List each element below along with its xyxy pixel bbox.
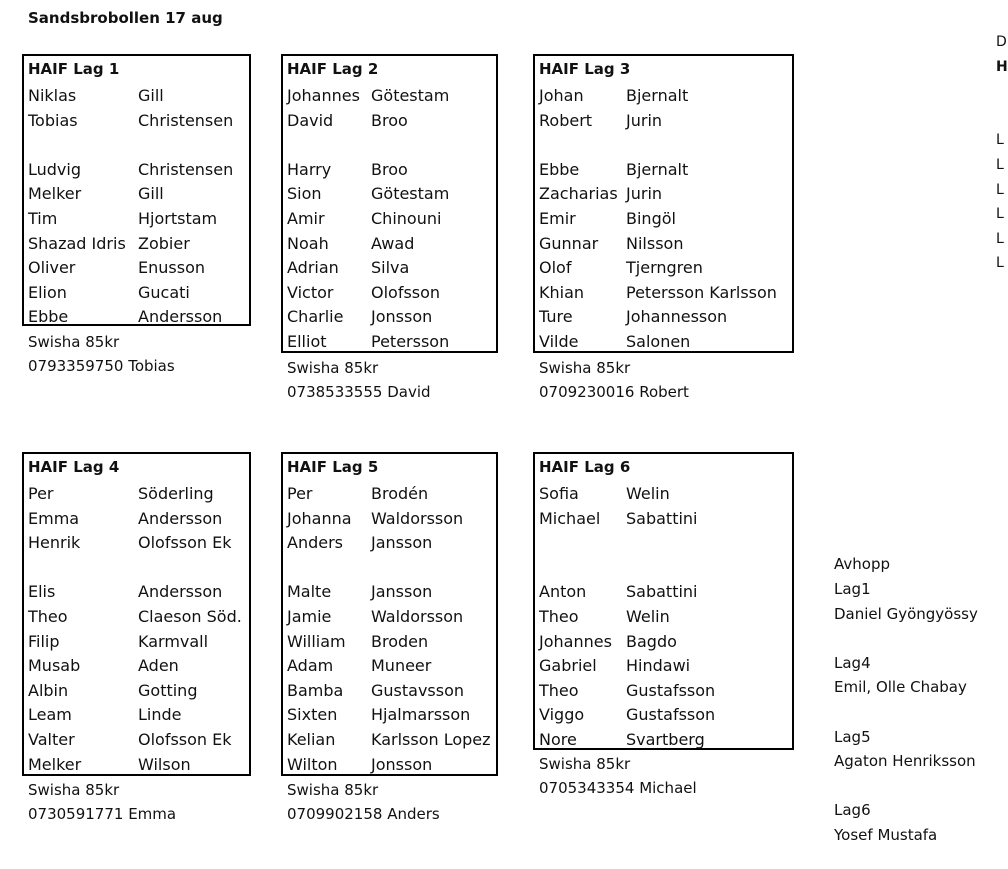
player-row	[539, 135, 792, 159]
swish-amount: Swisha 85kr	[539, 755, 631, 773]
player-first-name: Melker	[28, 184, 82, 204]
player-first-name: Per	[287, 484, 313, 503]
swish-contact: 0709230016 Robert	[539, 383, 689, 401]
player-last-name: Andersson	[138, 582, 223, 602]
player-row	[28, 184, 249, 208]
player-last-name: Olofsson Ek	[138, 533, 232, 553]
edge-letter: L	[996, 132, 1004, 149]
player-row	[28, 681, 249, 705]
player-row	[287, 332, 496, 356]
dropout-line: Lag4	[834, 653, 871, 672]
player-row	[287, 558, 496, 582]
player-row	[287, 730, 496, 754]
player-last-name: Tjerngren	[626, 258, 703, 278]
player-last-name: Götestam	[371, 184, 450, 204]
player-first-name: Wilton	[287, 754, 338, 774]
player-first-name: Sofia	[539, 484, 579, 503]
player-row	[28, 533, 249, 557]
player-first-name: Ebbe	[28, 307, 69, 327]
player-first-name: Robert	[539, 110, 593, 130]
player-first-name: Ebbe	[539, 159, 580, 179]
player-row	[28, 307, 249, 331]
player-row	[287, 632, 496, 656]
player-last-name: Broo	[371, 110, 408, 130]
player-row	[28, 283, 249, 307]
player-row	[28, 135, 249, 159]
edge-letter: L	[996, 157, 1004, 173]
team-box-lag-1	[22, 54, 251, 326]
player-first-name: Johan	[539, 86, 584, 105]
team-name: HAIF Lag 1	[28, 60, 120, 78]
player-row	[287, 484, 496, 508]
player-row	[539, 632, 792, 656]
player-last-name: Olofsson	[371, 282, 441, 302]
player-row	[539, 558, 792, 582]
player-row	[539, 86, 792, 110]
player-row	[28, 730, 249, 754]
player-first-name: Filip	[28, 631, 60, 651]
player-row	[539, 656, 792, 680]
player-row	[287, 209, 496, 233]
player-row	[28, 705, 249, 729]
player-last-name: Welin	[626, 484, 670, 503]
player-last-name: Gill	[138, 184, 164, 204]
dropout-line: Agaton Henriksson	[834, 752, 976, 771]
player-first-name: Shazad Idris	[28, 233, 126, 253]
player-last-name: Waldorsson	[371, 508, 464, 528]
player-row	[287, 509, 496, 533]
team-name: HAIF Lag 2	[287, 60, 379, 78]
player-first-name: Viggo	[539, 705, 585, 725]
player-first-name: Valter	[28, 730, 75, 749]
player-row	[539, 509, 792, 533]
player-row	[287, 234, 496, 258]
player-first-name: Theo	[28, 607, 68, 626]
player-last-name: Welin	[626, 607, 670, 626]
player-last-name: Jurin	[626, 110, 663, 130]
team-name: HAIF Lag 6	[539, 458, 631, 476]
player-first-name: Oliver	[28, 258, 76, 278]
player-last-name: Jurin	[626, 184, 663, 204]
player-first-name: Harry	[287, 159, 332, 179]
player-row	[539, 258, 792, 282]
player-first-name: Tobias	[28, 110, 78, 130]
player-first-name: Anton	[539, 582, 587, 602]
player-row	[28, 484, 249, 508]
player-first-name: Adam	[287, 656, 334, 676]
player-row	[28, 86, 249, 110]
player-row	[287, 582, 496, 606]
player-last-name: Claeson Söd.	[138, 607, 242, 626]
team-box-lag-4	[22, 452, 251, 776]
player-last-name: Olofsson Ek	[138, 730, 232, 749]
player-row	[287, 184, 496, 208]
player-row	[28, 632, 249, 656]
player-first-name: Theo	[539, 680, 579, 700]
dropout-line: Lag1	[834, 580, 871, 598]
player-last-name: Bjernalt	[626, 86, 689, 105]
player-row	[287, 307, 496, 331]
player-row	[28, 160, 249, 184]
player-first-name: Elliot	[287, 332, 327, 351]
player-first-name: Leam	[28, 705, 72, 725]
player-first-name: Ture	[539, 307, 573, 327]
player-last-name: Christensen	[138, 110, 234, 130]
player-row	[539, 307, 792, 331]
player-first-name: Niklas	[28, 86, 77, 105]
edge-letter: D	[996, 34, 1007, 50]
edge-letter: L	[996, 230, 1004, 247]
player-last-name: Jonsson	[371, 307, 433, 327]
player-last-name: Gill	[138, 86, 164, 105]
player-last-name: Karmvall	[138, 631, 209, 651]
player-last-name: Christensen	[138, 159, 234, 179]
player-last-name: Muneer	[371, 656, 432, 676]
player-last-name: Waldorsson	[371, 607, 464, 626]
dropout-line: Emil, Olle Chabay	[834, 678, 967, 697]
player-last-name: Broo	[371, 159, 408, 179]
player-first-name: Charlie	[287, 307, 344, 327]
dropouts-heading: Avhopp	[834, 555, 890, 573]
player-row	[539, 209, 792, 233]
team-box-lag-6	[533, 452, 794, 750]
dropout-line: Lag6	[834, 801, 871, 820]
player-last-name: Gustafsson	[626, 680, 716, 700]
swish-amount: Swisha 85kr	[28, 333, 120, 351]
player-last-name: Johannesson	[626, 307, 728, 327]
team-box-lag-3	[533, 54, 794, 353]
player-first-name: Amir	[287, 209, 325, 228]
player-row	[28, 656, 249, 680]
player-row	[28, 111, 249, 135]
swish-amount: Swisha 85kr	[287, 359, 379, 377]
player-row	[287, 607, 496, 631]
player-row	[287, 533, 496, 557]
player-row	[28, 607, 249, 631]
player-first-name: Albin	[28, 680, 69, 700]
player-first-name: Zacharias	[539, 184, 618, 204]
player-last-name: Gotting	[138, 680, 198, 700]
player-last-name: Jansson	[371, 582, 433, 602]
player-row	[287, 111, 496, 135]
player-row	[287, 258, 496, 282]
player-last-name: Svartberg	[626, 730, 705, 749]
player-row	[539, 582, 792, 606]
player-first-name: Henrik	[28, 533, 81, 553]
player-row	[287, 755, 496, 779]
player-row	[539, 160, 792, 184]
player-last-name: Petersson Karlsson	[626, 282, 777, 302]
player-last-name: Hjalmarsson	[371, 705, 471, 725]
player-row	[28, 209, 249, 233]
swish-contact: 0730591771 Emma	[28, 805, 177, 823]
player-first-name: Michael	[539, 508, 601, 528]
player-first-name: Theo	[539, 607, 579, 626]
player-row	[287, 135, 496, 159]
player-last-name: Sabattini	[626, 508, 698, 528]
edge-letter: L	[996, 181, 1004, 198]
player-first-name: Bamba	[287, 680, 344, 700]
player-first-name: William	[287, 631, 346, 651]
player-last-name: Petersson	[371, 332, 450, 351]
player-first-name: Adrian	[287, 258, 339, 278]
player-last-name: Jansson	[371, 533, 433, 553]
player-row	[287, 681, 496, 705]
team-box-lag-5	[281, 452, 498, 776]
player-first-name: Emma	[28, 508, 80, 528]
player-last-name: Karlsson Lopez	[371, 730, 491, 749]
player-last-name: Jonsson	[371, 754, 433, 774]
team-name: HAIF Lag 3	[539, 60, 631, 78]
player-row	[28, 582, 249, 606]
player-last-name: Sabattini	[626, 582, 698, 602]
player-last-name: Zobier	[138, 233, 190, 253]
edge-letter: L	[996, 206, 1004, 223]
player-first-name: Gabriel	[539, 656, 597, 676]
player-row	[28, 558, 249, 582]
player-last-name: Aden	[138, 656, 179, 676]
player-row	[539, 111, 792, 135]
player-first-name: Vilde	[539, 332, 579, 351]
player-row	[287, 705, 496, 729]
edge-letter: L	[996, 255, 1004, 272]
player-last-name: Enusson	[138, 258, 205, 278]
player-last-name: Bjernalt	[626, 159, 689, 179]
player-last-name: Linde	[138, 705, 182, 725]
player-first-name: Noah	[287, 233, 329, 253]
player-first-name: Sion	[287, 184, 322, 204]
player-last-name: Söderling	[138, 484, 214, 503]
swish-amount: Swisha 85kr	[539, 359, 631, 377]
player-first-name: Tim	[28, 209, 58, 228]
swish-contact: 0738533555 David	[287, 383, 431, 401]
player-first-name: Anders	[287, 533, 343, 553]
player-last-name: Silva	[371, 258, 410, 278]
player-row	[287, 656, 496, 680]
player-row	[28, 234, 249, 258]
swish-contact: 0793359750 Tobias	[28, 357, 175, 375]
player-last-name: Bagdo	[626, 631, 677, 651]
player-row	[287, 160, 496, 184]
swish-amount: Swisha 85kr	[28, 781, 120, 799]
player-row	[539, 484, 792, 508]
team-name: HAIF Lag 4	[28, 458, 120, 476]
page-title: Sandsbrobollen 17 aug	[28, 9, 223, 27]
player-last-name: Andersson	[138, 307, 223, 327]
player-first-name: Kelian	[287, 730, 336, 749]
player-first-name: Elis	[28, 582, 56, 602]
player-row	[539, 332, 792, 356]
player-first-name: Nore	[539, 730, 577, 749]
dropout-line: Yosef Mustafa	[834, 826, 938, 844]
player-last-name: Götestam	[371, 86, 450, 105]
player-last-name: Gustavsson	[371, 680, 465, 700]
player-last-name: Salonen	[626, 332, 691, 351]
player-last-name: Hindawi	[626, 656, 691, 676]
player-row	[539, 533, 792, 557]
player-row	[28, 755, 249, 779]
player-first-name: Khian	[539, 282, 585, 302]
swish-amount: Swisha 85kr	[287, 781, 379, 799]
player-first-name: Johanna	[287, 508, 352, 528]
player-first-name: Gunnar	[539, 233, 599, 253]
player-first-name: Sixten	[287, 705, 338, 725]
dropout-line: Lag5	[834, 727, 871, 746]
player-last-name: Wilson	[138, 754, 191, 774]
player-first-name: Olof	[539, 258, 572, 278]
team-name: HAIF Lag 5	[287, 458, 379, 476]
team-box-lag-2	[281, 54, 498, 353]
player-first-name: Emir	[539, 209, 576, 228]
player-row	[287, 283, 496, 307]
player-first-name: Jamie	[287, 607, 332, 626]
swish-contact: 0709902158 Anders	[287, 805, 440, 823]
swish-contact: 0705343354 Michael	[539, 779, 697, 797]
player-last-name: Broden	[371, 631, 429, 651]
player-first-name: David	[287, 110, 334, 130]
player-row	[539, 234, 792, 258]
player-row	[539, 283, 792, 307]
player-first-name: Musab	[28, 656, 81, 676]
player-row	[287, 86, 496, 110]
player-first-name: Per	[28, 484, 54, 503]
player-last-name: Nilsson	[626, 233, 684, 253]
player-last-name: Gucati	[138, 282, 190, 302]
player-last-name: Bingöl	[626, 209, 676, 228]
player-first-name: Elion	[28, 282, 67, 302]
player-row	[539, 705, 792, 729]
player-last-name: Andersson	[138, 508, 223, 528]
player-first-name: Malte	[287, 582, 332, 602]
player-last-name: Awad	[371, 233, 415, 253]
player-last-name: Hjortstam	[138, 209, 218, 228]
player-row	[28, 509, 249, 533]
player-first-name: Melker	[28, 754, 82, 774]
player-last-name: Gustafsson	[626, 705, 716, 725]
player-row	[539, 184, 792, 208]
player-last-name: Brodén	[371, 484, 429, 503]
player-last-name: Chinouni	[371, 209, 442, 228]
player-row	[539, 730, 792, 754]
player-row	[28, 258, 249, 282]
player-first-name: Johannes	[287, 86, 360, 105]
player-first-name: Johannes	[539, 631, 612, 651]
player-first-name: Ludvig	[28, 159, 81, 179]
player-first-name: Victor	[287, 282, 334, 302]
dropout-line: Daniel Gyöngyössy	[834, 604, 978, 623]
edge-letter: H	[996, 58, 1008, 75]
player-row	[539, 681, 792, 705]
player-row	[539, 607, 792, 631]
